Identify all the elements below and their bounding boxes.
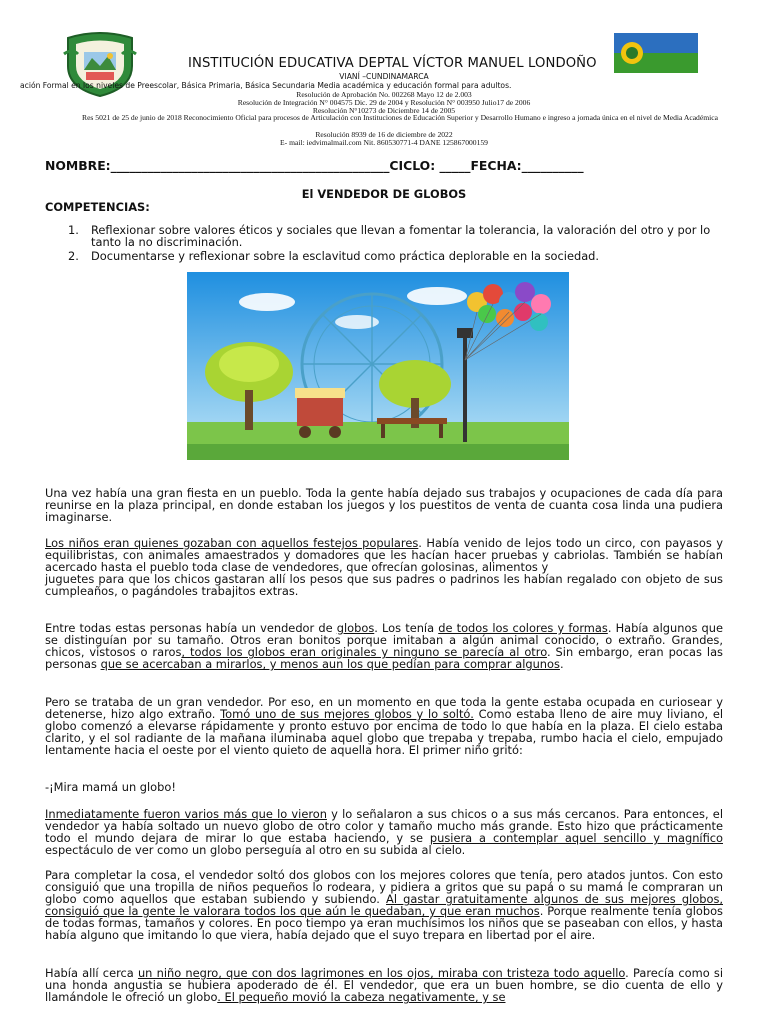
list-item	[45, 250, 725, 262]
underlined-text: globos	[336, 621, 375, 635]
resolution-approval: Resolución de Aprobación No. 002268 Mayo 12 de 2.003	[296, 90, 472, 99]
list-text: Reflexionar sobre valores éticos y sociales que llevan a fomentar la tolerancia, la valoración del otro y por lo tanto la no discriminación.	[91, 223, 711, 250]
story-paragraph-8	[45, 967, 723, 1003]
paragraph-text: Entre todas estas personas había un vendedor de	[45, 621, 337, 635]
paragraph-text: -¡Mira mamá un globo!	[45, 780, 176, 794]
underlined-text: , todos los globos eran originales y ninguno se parecía al otro	[181, 645, 547, 660]
resolution-integration: Resolución de Integración N° 004575 Dic. 29 de 2004 y Resolución N° 003950 Julio17 de 2006	[237, 98, 531, 107]
resolution-10273: Resolución N°10273 de Diciembre 14 de 2005	[312, 106, 456, 115]
underlined-text: pusiera a contemplar aquel sencillo y magnífico	[429, 831, 723, 846]
list-item	[45, 224, 725, 249]
underlined-text: de todos los colores y formas	[438, 621, 608, 635]
underlined-text: Inmediatamente fueron varios más que lo vieron	[45, 807, 327, 821]
story-paragraph-7	[45, 869, 723, 942]
paragraph-text: Como estaba lleno de aire muy liviano, el globo comenzó a elevarse rápidamente y pronto estuvo por encima de todo lo que había en la plaza. El cielo estaba clarito, y el sol radiante de la mañana iluminaba aquel globo que trepaba y trepaba, rumbo hacia el cielo, empujado lentamente hacia el oeste por el viento quieto de aquella hora. El primer niño gritó:	[45, 707, 723, 758]
paragraph-text: juguetes para que los chicos gastaran allí los pesos que sus padres o padrinos les habían regalado con objeto de sus cumpleaños, o pagándoles trabajitos extras.	[45, 572, 723, 599]
underlined-text: . El pequeño movió la cabeza negativamente, y se	[217, 990, 506, 1005]
list-number: 2.	[68, 248, 79, 263]
institution-name: INSTITUCIÓN EDUCATIVA DEPTAL VÍCTOR MANUEL LONDOÑO	[188, 56, 597, 71]
paragraph-text: Pero se trataba de un gran vendedor. Por eso, en un momento en que toda la gente estaba ocupada en curiosear y detenerse, hizo algo extraño.	[45, 695, 723, 722]
story-paragraph-2	[45, 537, 723, 597]
story-paragraph-1	[45, 487, 723, 523]
student-info-row: NOMBRE:_____________________________________________CICLO: _____FECHA:__________	[45, 158, 584, 173]
competencias-list	[45, 224, 725, 263]
contact-line: E- mail: iedvimalmail.com Nit. 860530771-4 DANE 125867000159	[280, 138, 488, 147]
location-line: VIANÍ –CUNDINAMARCA	[339, 72, 429, 81]
resolution-8939: Resolución 8939 de 16 de diciembre de 2022	[315, 130, 453, 139]
underlined-text: Los niños eran quienes gozaban con aquellos festejos populares	[45, 536, 419, 550]
list-text: Documentarse y reflexionar sobre la esclavitud como práctica deplorable en la sociedad.	[91, 248, 600, 263]
paragraph-text: . Había algunos que se distinguían por su tamaño. Otros eran bonitos porque imitaban a algún animal conocido, o extraño. Grandes, chicos, vistosos o raros	[45, 621, 723, 660]
list-number: 1.	[68, 223, 79, 237]
underlined-text: Al gastar gratuitamente algunos de sus mejores globos, consiguió que la gente le valorara todos los que aún le quedaban, y que eran muchos	[45, 892, 723, 919]
paragraph-text: Había allí cerca	[45, 966, 138, 980]
fair-balloons-illustration	[187, 272, 569, 460]
competencias-label: COMPETENCIAS:	[45, 200, 150, 214]
story-paragraph-5	[45, 781, 723, 793]
underlined-text: que se acercaban a mirarlos, y menos aun los que pedían para comprar algunos	[100, 657, 560, 672]
paragraph-text: y lo señalaron a sus chicos o a sus más cercanos. Para entonces, el vendedor ya había soltado un nuevo globo de otro color y tamaño mucho más grande. Esto hizo que prácticamente todo el mundo dejara de mirar lo que estaba haciendo, y se	[45, 807, 723, 846]
resolution-5021: Res 5021 de 25 de junio de 2018 Reconocimiento Oficial para procesos de Articulación con Instituciones de Educación Superior y Desarrollo Humano e ingreso a jornada única en el nivel de Media Académica	[82, 113, 718, 122]
document-title: El VENDEDOR DE GLOBOS	[301, 187, 467, 201]
story-paragraph-4	[45, 696, 723, 756]
paragraph-text: . Los tenía	[374, 621, 439, 635]
paragraph-text: espectáculo de ver como un globo perseguía al otro en su subida al cielo.	[45, 843, 466, 858]
paragraph-text: Para completar la cosa, el vendedor soltó dos globos con los mejores colores que tenía, pero atados juntos. Con esto consiguió que una tropilla de niños pequeños lo rodeara, y pidiera a gritos que su papá o su mamá le compraran un globo como aquellos que estaban subiendo y subiendo.	[45, 868, 723, 907]
underlined-text: Tomó uno de sus mejores globos y lo soltó.	[220, 707, 474, 722]
story-paragraph-3	[45, 622, 723, 670]
story-paragraph-6	[45, 808, 723, 856]
paragraph-text: . Sin embargo, eran pocas las personas	[45, 645, 723, 672]
underlined-text: un niño negro, que con dos lagrimones en los ojos, miraba con tristeza todo aquello	[137, 966, 626, 980]
paragraph-text: Una vez había una gran fiesta en un pueblo. Toda la gente había dejado sus trabajos y ocupaciones de cada día para reunirse en la plaza principal, en donde estaban los juegos y los puestitos de venta de cuanta cosa linda una pudiera imaginarse.	[45, 486, 723, 525]
paragraph-text: .	[559, 657, 564, 672]
paragraph-text: . Parecía como si una honda angustia se hubiera apoderado de él. El vendedor, que era un buen hombre, se dio cuenta de ello y llamándole le ofreció un globo	[45, 966, 723, 1005]
paragraph-text: . Porque realmente tenía globos de todas formas, tamaños y colores. En poco tiempo ya eran muchísimos los niños que se paseaban con ellos, y hasta había alguno que imitando lo que viera, había dejado que el suyo trepara en libertad por el aire.	[45, 904, 723, 943]
paragraph-text: . Había venido de lejos todo un circo, con payasos y equilibristas, con animales amaestrados y domadores que les hacían hacer pruebas y cabriolas. También se habían acercado hasta el pueblo toda clase de vendedores, que ofrecían golosinas, alimentos y	[45, 536, 723, 575]
education-line: ación Formal en los niveles de Preescolar, Básica Primaria, Básica Secundaria Media académica y educación formal para adultos.	[20, 81, 512, 90]
